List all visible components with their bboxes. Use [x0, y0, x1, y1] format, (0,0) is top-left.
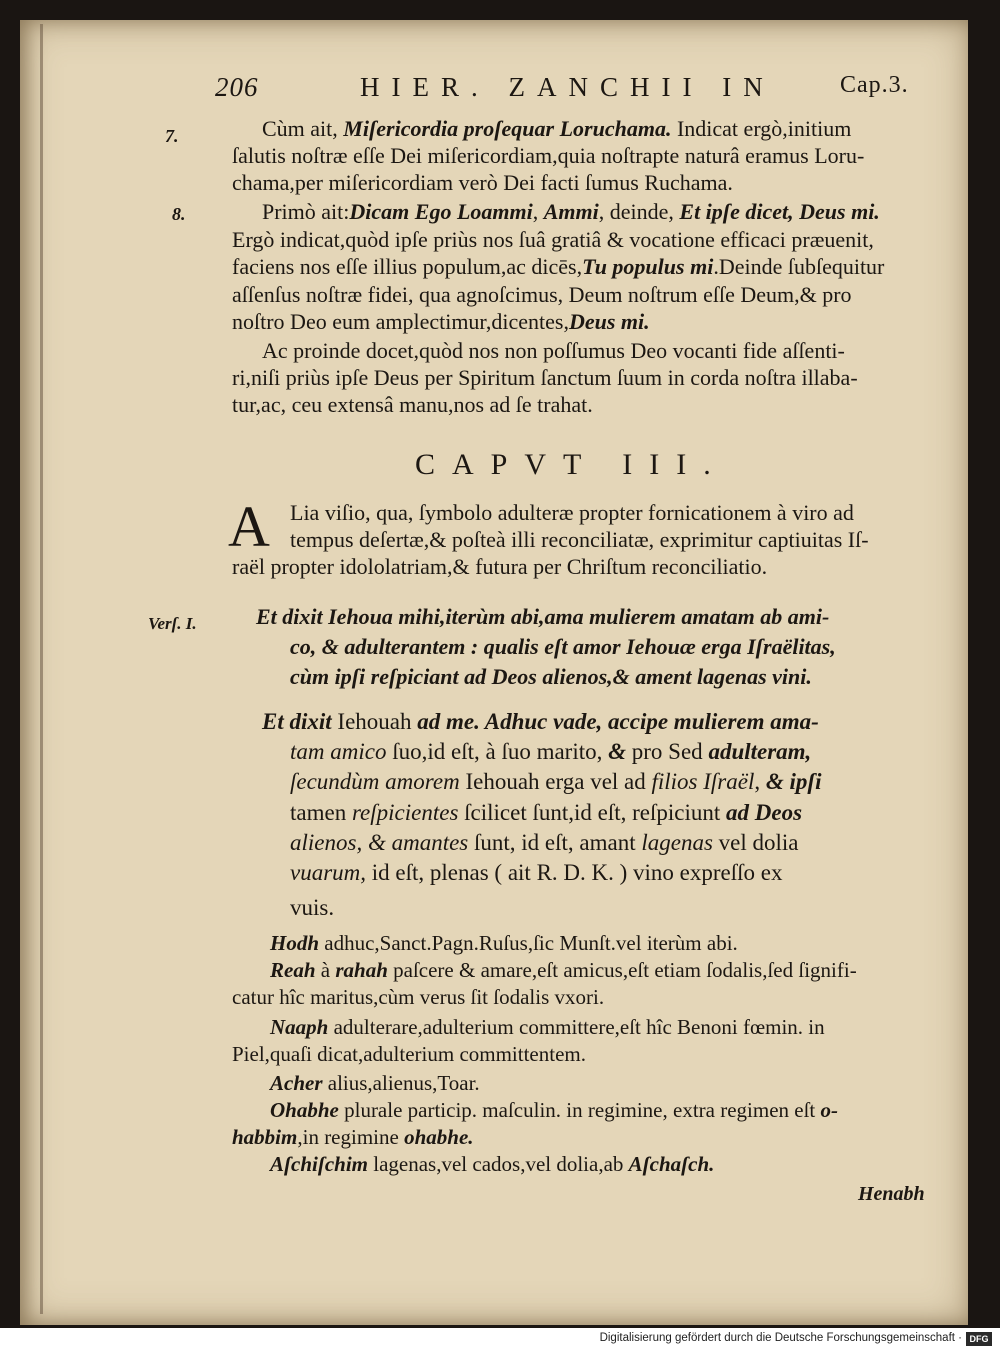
dfg-logo[interactable]: DFG [966, 1332, 992, 1346]
argument-line2: tempus deſertæ,& poſteà illi reconciliatæ, exprimitur captiuitas Iſ- [290, 527, 869, 552]
note-ohabhe-line1: Ohabhe plurale particip. maſculin. in regimine, extra regimen eſt o- [270, 1098, 839, 1122]
catchword: Henabh [858, 1183, 925, 1205]
translation-line1: Et dixit Iehouah ad me. Adhuc vade, accipe mulierem ama- [262, 709, 819, 734]
translation-line4: tamen reſpicientes ſcilicet ſunt,id eſt, reſpiciunt ad Deos [290, 800, 803, 825]
para2-line4: aſſenſus noſtræ fidei, qua agnoſcimus, Deum noſtrum eſſe Deum,& pro [232, 282, 852, 307]
note-reah-line2: catur hîc maritus,cùm verus ſit ſodalis vxori. [232, 985, 605, 1009]
para3-line3: tur,ac, ceu extensâ manu,nos ad ſe trahat. [232, 392, 593, 417]
argument-line1: Lia viſio, qua, ſymbolo adulteræ propter fornicationem à viro ad [290, 500, 854, 525]
translation-line5: alienos, & amantes ſunt, id eſt, amant lagenas vel dolia [290, 830, 799, 855]
translation-line6: vuarum, id eſt, plenas ( ait R. D. K. ) vino expreſſo ex [290, 860, 783, 885]
running-title: HIER. ZANCHII IN [360, 72, 775, 102]
para1-line1: Cùm ait, Miſericordia proſequar Loruchama. Indicat ergò,initium [262, 116, 852, 141]
footer-bar [0, 1328, 1000, 1350]
para3-line2: ri,niſi priùs ipſe Deus per Spiritum ſanctum ſuum in corda noſtra illaba- [232, 365, 858, 390]
para1-line2: ſalutis noſtræ eſſe Dei miſericordiam,quia noſtrapte naturâ eramus Loru- [232, 143, 865, 168]
note-naaph-line1: Naaph adulterare,adulterium committere,eſt hîc Benoni fœmin. in [270, 1015, 825, 1039]
note-reah-line1: Reah à rahah paſcere & amare,eſt amicus,eſt etiam ſodalis,ſed ſignifi- [270, 958, 857, 982]
argument-line3: raël propter idololatriam,& futura per Chriſtum reconciliatio. [232, 554, 768, 579]
translation-line2: tam amico ſuo,id eſt, à ſuo marito, & pro Sed adulteram, [290, 739, 812, 764]
binding-gutter [40, 24, 43, 1314]
verse1-line2: co, & adulterantem : qualis eſt amor Iehouæ erga Iſraëlitas, [290, 634, 836, 659]
para3-line1: Ac proinde docet,quòd nos non poſſumus Deo vocanti fide aſſenti- [262, 338, 845, 363]
translation-line3: ſecundùm amorem Iehouah erga vel ad filios Iſraël, & ipſi [290, 769, 822, 794]
margin-number-7: 7. [165, 126, 179, 146]
chapter-indicator: Cap.3. [840, 72, 909, 98]
footer-text: Digitalisierung gefördert durch die Deutsche Forschungsgemeinschaft · [599, 1332, 962, 1344]
note-hodh: Hodh adhuc,Sanct.Pagn.Ruſus,ſic Munſt.vel iterùm abi. [270, 931, 738, 955]
margin-verse-ref: Verſ. I. [148, 614, 197, 633]
note-ohabhe-line2: habbim,in regimine ohabhe. [232, 1125, 474, 1149]
chapter-title: CAPVT III. [415, 448, 728, 481]
para2-line5: noſtro Deo eum amplectimur,dicentes,Deus mi. [232, 309, 650, 334]
para1-line3: chama,per miſericordiam verò Dei facti ſumus Ruchama. [232, 170, 733, 195]
para2-line2: Ergò indicat,quòd ipſe priùs nos ſuâ gratiâ & vocatione efficaci præuenit, [232, 227, 874, 252]
para2-line1: Primò ait:Dicam Ego Loammi, Ammi, deinde, Et ipſe dicet, Deus mi. [262, 199, 880, 224]
page-number: 206 [215, 72, 259, 102]
verse1-line1: Et dixit Iehoua mihi,iterùm abi,ama mulierem amatam ab ami- [256, 604, 830, 629]
note-aschischim: Aſchiſchim lagenas,vel cados,vel dolia,ab Aſchaſch. [270, 1152, 715, 1176]
note-naaph-line2: Piel,quaſi dicat,adulterium committentem. [232, 1042, 586, 1066]
note-acher: Acher alius,alienus,Toar. [270, 1071, 480, 1095]
margin-number-8: 8. [172, 204, 186, 224]
drop-cap: A [228, 494, 270, 559]
translation-line7: vuis. [290, 895, 335, 920]
para2-line3: faciens nos eſſe illius populum,ac dicēs,Tu populus mi.Deinde ſubſequitur [232, 254, 885, 279]
verse1-line3: cùm ipſi reſpiciant ad Deos alienos,& ament lagenas vini. [290, 664, 812, 689]
